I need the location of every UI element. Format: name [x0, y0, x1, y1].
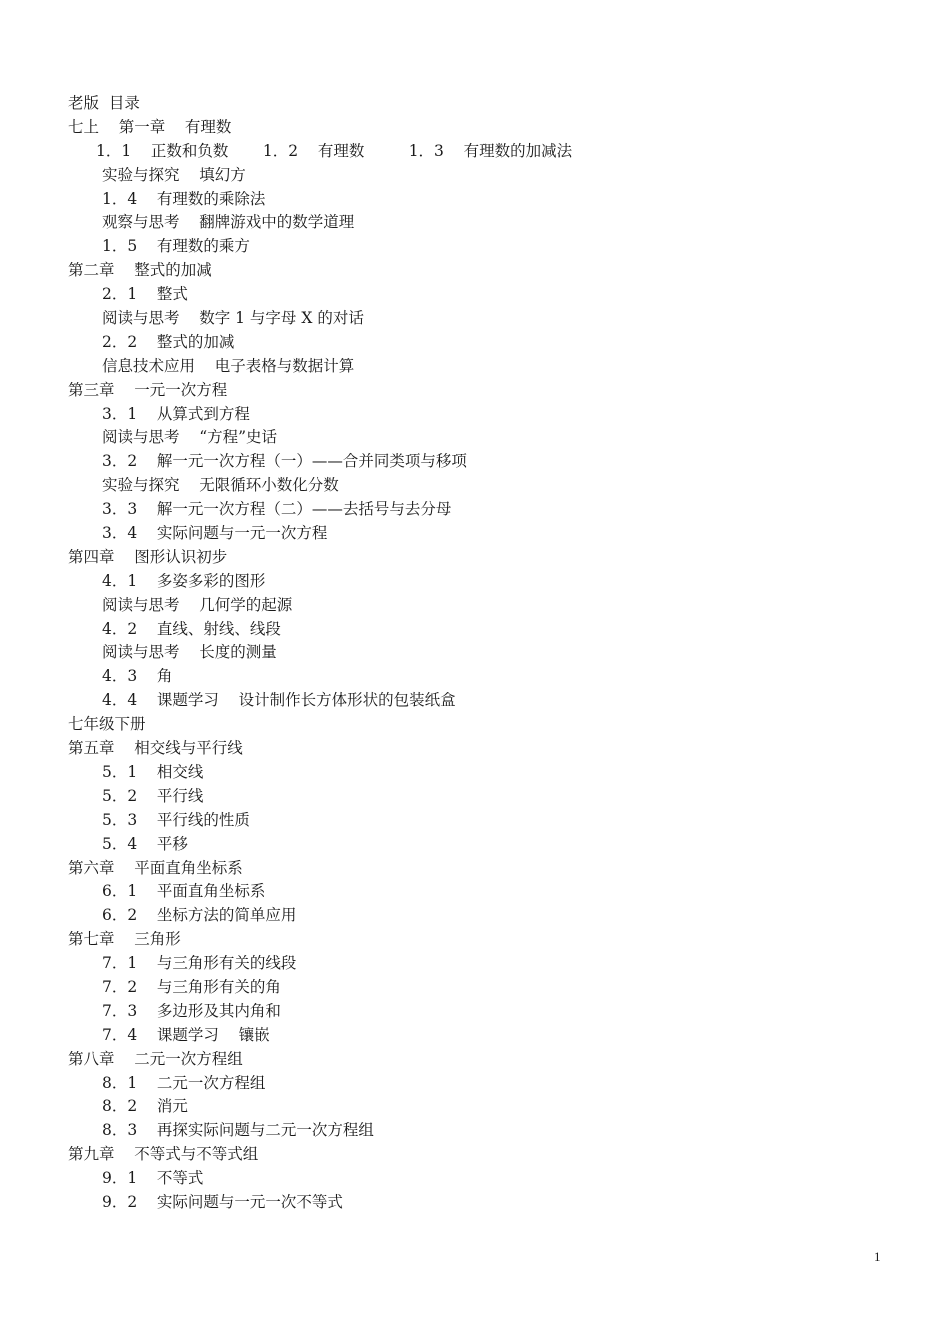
toc-entry: 9．1 不等式	[102, 1169, 204, 1188]
table-of-contents	[68, 92, 888, 1215]
toc-entry: 5．3 平行线的性质	[102, 810, 250, 829]
toc-entry: 2．1 整式	[102, 285, 188, 304]
toc-entry: 2．2 整式的加减	[102, 332, 235, 351]
toc-entry: 9．2 实际问题与一元一次不等式	[102, 1192, 343, 1211]
toc-heading: 老版 目录	[68, 94, 140, 112]
toc-entry: 7．4 课题学习 镶嵌	[102, 1025, 270, 1044]
toc-entry: 实验与探究 填幻方	[102, 165, 246, 184]
toc-heading: 第八章 二元一次方程组	[68, 1049, 243, 1068]
toc-entry: 阅读与思考 数字 1 与字母 X 的对话	[102, 309, 364, 328]
toc-entry: 实验与探究 无限循环小数化分数	[102, 476, 339, 495]
toc-heading: 第六章 平面直角坐标系	[68, 858, 243, 877]
toc-entry: 3．3 解一元一次方程（二）——去括号与去分母	[102, 500, 452, 519]
toc-entry: 3．4 实际问题与一元一次方程	[102, 524, 328, 543]
toc-heading: 第二章 整式的加减	[68, 261, 212, 280]
toc-entry: 信息技术应用 电子表格与数据计算	[102, 356, 355, 375]
toc-entry: 3．1 从算式到方程	[102, 404, 250, 423]
toc-entry: 4．2 直线、射线、线段	[102, 619, 281, 638]
toc-entry: 6．2 坐标方法的简单应用	[102, 906, 297, 925]
toc-heading: 第四章 图形认识初步	[68, 547, 228, 566]
toc-entry: 6．1 平面直角坐标系	[102, 882, 266, 901]
toc-entry: 7．1 与三角形有关的线段	[102, 954, 297, 973]
toc-entry: 5．4 平移	[102, 834, 188, 853]
toc-entry: 8．2 消元	[102, 1097, 188, 1116]
page-number: 1	[874, 1249, 881, 1264]
toc-entry: 5．2 平行线	[102, 786, 204, 805]
toc-heading: 七上 第一章 有理数	[68, 117, 232, 136]
toc-entry: 阅读与思考 “方程”史话	[102, 428, 278, 447]
toc-entry: 8．1 二元一次方程组	[102, 1073, 266, 1092]
toc-entry: 观察与思考 翻牌游戏中的数学道理	[102, 213, 355, 232]
toc-entry: 1．1 正数和负数 1．2 有理数 1．3 有理数的加减法	[96, 141, 573, 160]
toc-entry: 阅读与思考 几何学的起源	[102, 595, 293, 614]
toc-entry: 4．3 角	[102, 667, 173, 686]
toc-entry: 阅读与思考 长度的测量	[102, 643, 277, 662]
toc-heading: 七年级下册	[68, 715, 146, 734]
toc-entry: 3．2 解一元一次方程（一）——合并同类项与移项	[102, 452, 467, 471]
toc-heading: 第九章 不等式与不等式组	[68, 1145, 259, 1164]
toc-entry: 7．2 与三角形有关的角	[102, 977, 281, 996]
toc-heading: 第七章 三角形	[68, 930, 181, 949]
toc-entry: 5．1 相交线	[102, 762, 204, 781]
toc-entry: 7．3 多边形及其内角和	[102, 1001, 281, 1020]
toc-heading: 第五章 相交线与平行线	[68, 739, 243, 758]
toc-entry: 1．4 有理数的乘除法	[102, 189, 266, 208]
toc-entry: 8．3 再探实际问题与二元一次方程组	[102, 1121, 374, 1140]
toc-entry: 4．1 多姿多彩的图形	[102, 571, 266, 590]
toc-heading: 第三章 一元一次方程	[68, 380, 228, 399]
toc-entry: 4．4 课题学习 设计制作长方体形状的包装纸盒	[102, 691, 456, 710]
toc-entry: 1．5 有理数的乘方	[102, 237, 250, 256]
